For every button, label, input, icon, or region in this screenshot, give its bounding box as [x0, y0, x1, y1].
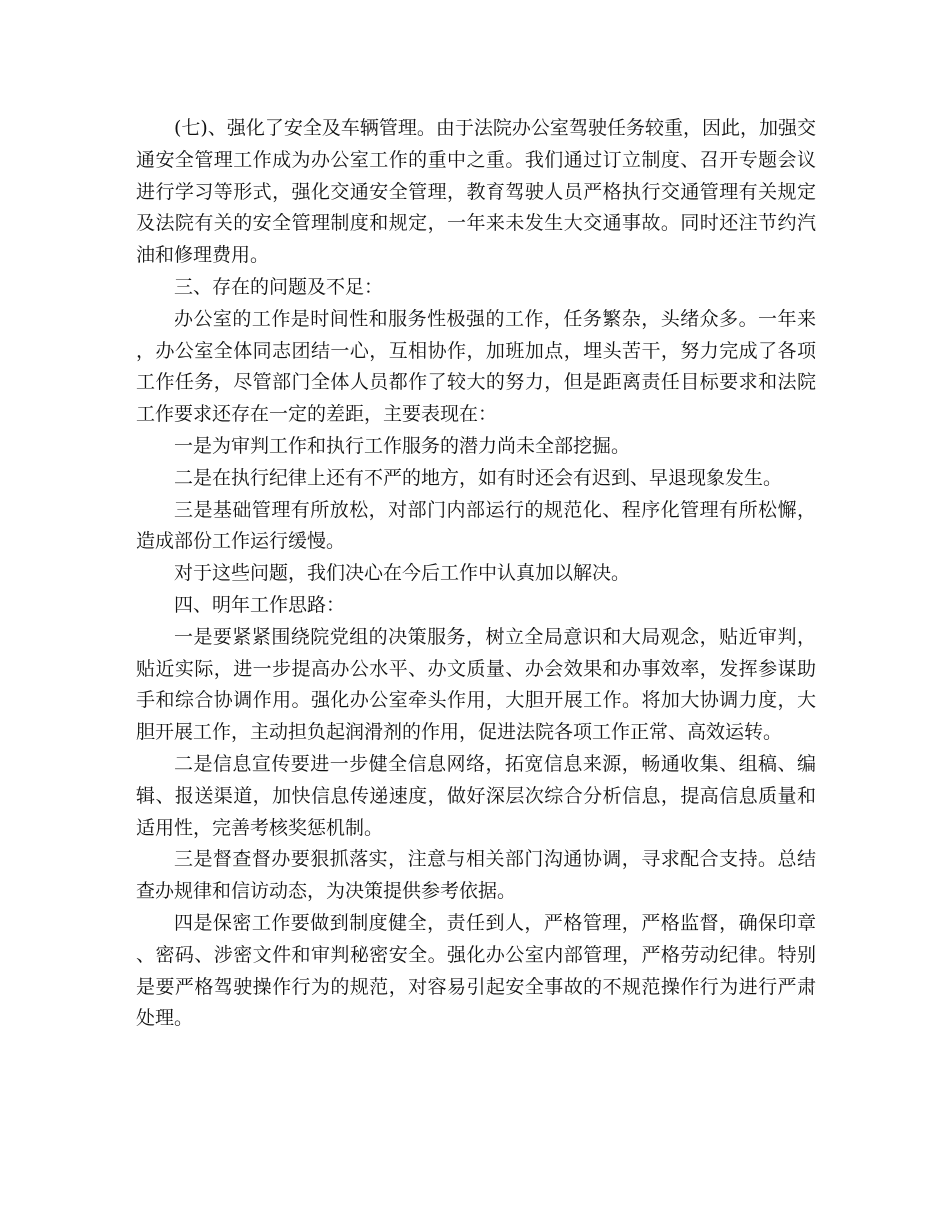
- paragraph-resolution: 对于这些问题，我们决心在今后工作中认真加以解决。: [174, 562, 631, 585]
- paragraph-office-work: 办公室的工作是时间性和服务性极强的工作，任务繁杂，头绪众多。一年来，办公室全体同志团结一心，互相协作，加班加点，埋头苦干，努力完成了各项工作任务，尽管部门全体人员都作了较大的努力，但是距离责任目标要求和法院工作要求还存在一定的差距，主要表现在：: [136, 307, 816, 426]
- paragraph-vehicle-safety: (七)、强化了安全及车辆管理。由于法院办公室驾驶任务较重，因此，加强交通安全管理工作成为办公室工作的重中之重。我们通过订立制度、召开专题会议进行学习等形式，强化交通安全管理，教育驾驶人员严格执行交通管理有关规定及法院有关的安全管理制度和规定，一年来未发生大交通事故。同时还注节约汽油和修理费用。: [136, 117, 816, 267]
- paragraph-problem-one: 一是为审判工作和执行工作服务的潜力尚未全部挖掘。: [174, 434, 631, 457]
- heading-problems: 三、存在的问题及不足：: [174, 275, 384, 298]
- paragraph-plan-four: 四是保密工作要做到制度健全，责任到人，严格管理，严格监督，确保印章、密码、涉密文件和审判秘密安全。强化办公室内部管理，严格劳动纪律。特别是要严格驾驶操作行为的规范，对容易引起安全事故的不规范操作行为进行严肃处理。: [136, 911, 816, 1030]
- paragraph-plan-two: 二是信息宣传要进一步健全信息网络，拓宽信息来源，畅通收集、组稿、编辑、报送渠道，加快信息传递速度，做好深层次综合分析信息，提高信息质量和适用性，完善考核奖惩机制。: [136, 752, 816, 839]
- paragraph-problem-three: 三是基础管理有所放松，对部门内部运行的规范化、程序化管理有所松懈，造成部份工作运行缓慢。: [136, 498, 816, 553]
- paragraph-plan-three: 三是督查督办要狠抓落实，注意与相关部门沟通协调，寻求配合支持。总结查办规律和信访动态，为决策提供参考依据。: [136, 848, 816, 903]
- heading-next-year: 四、明年工作思路：: [174, 593, 346, 616]
- paragraph-problem-two: 二是在执行纪律上还有不严的地方，如有时还会有迟到、早退现象发生。: [174, 466, 783, 489]
- paragraph-plan-one: 一是要紧紧围绕院党组的决策服务，树立全局意识和大局观念，贴近审判，贴近实际，进一步提高办公水平、办文质量、办会效果和办事效率，发挥参谋助手和综合协调作用。强化办公室牵头作用，大胆开展工作。将加大协调力度，大胆开展工作，主动担负起润滑剂的作用，促进法院各项工作正常、高效运转。: [136, 625, 816, 744]
- document-page: [136, 113, 816, 1035]
